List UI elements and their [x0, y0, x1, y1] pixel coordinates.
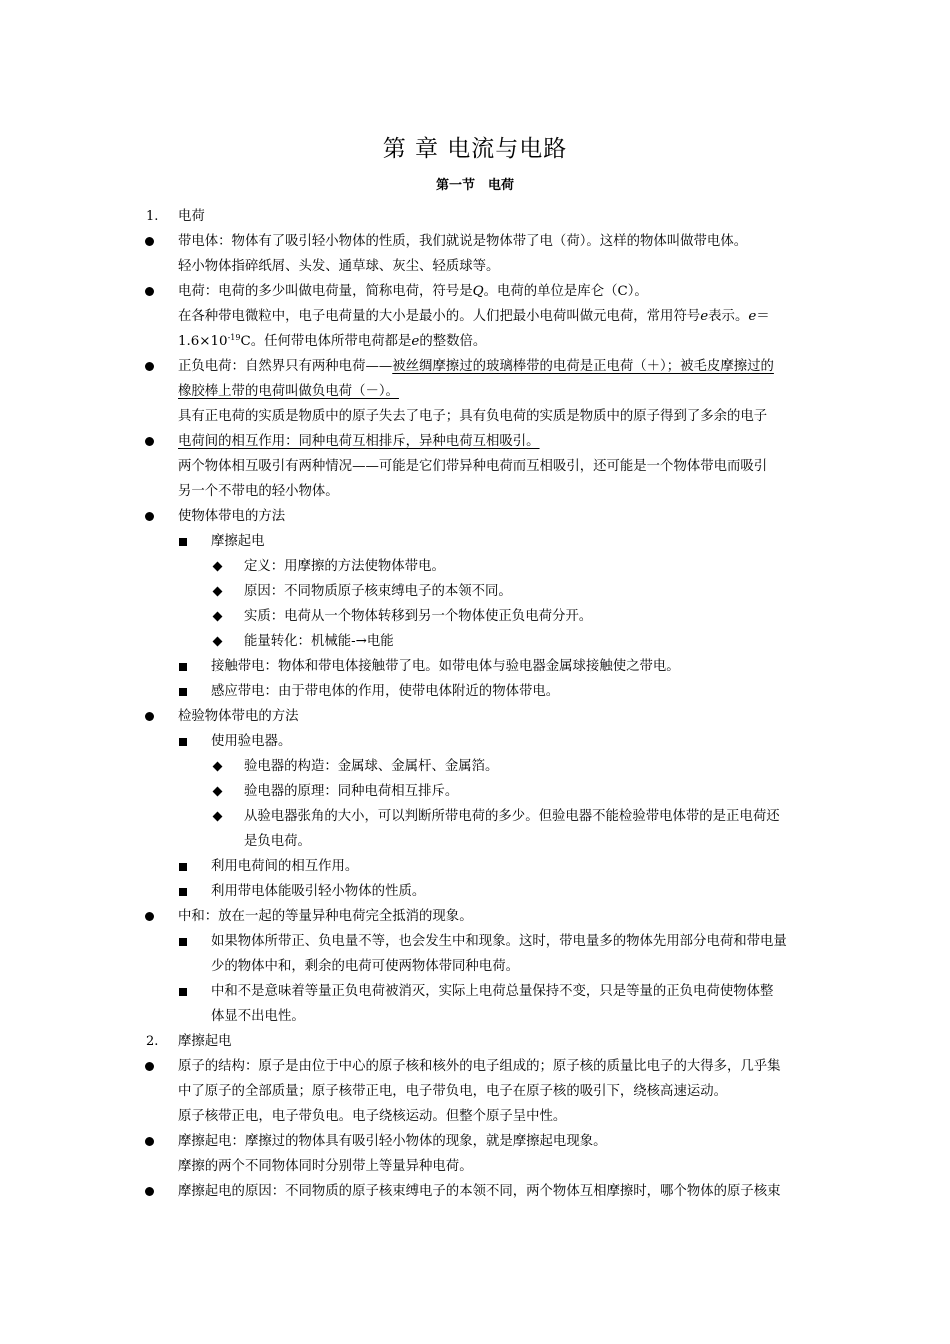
text-line: 中了原子的全部质量；原子核带正电，电子带负电，电子在原子核的吸引下，绕核高速运动。	[178, 1084, 728, 1099]
bullet-diamond-icon	[213, 812, 223, 822]
text-line: 具有正电荷的实质是物质中的原子失去了电子；具有负电荷的实质是物质中的原子得到了多余的电子	[178, 409, 768, 424]
section-title: 第一节 电荷	[435, 178, 514, 193]
text-line: 能量转化：机械能-→电能	[244, 634, 394, 649]
text-line: 体显不出电性。	[211, 1009, 305, 1024]
bullet-dot-icon	[145, 362, 154, 371]
text-line: 是负电荷。	[244, 834, 311, 849]
bullet-diamond-icon	[213, 587, 223, 597]
text-line: 如果物体所带正、负电量不等，也会发生中和现象。这时，带电量多的物体先用部分电荷和带电量	[211, 934, 787, 949]
bullet-square-icon	[179, 663, 187, 671]
text-line: 原因：不同物质原子核束缚电子的本领不同。	[244, 584, 512, 599]
bullet-dot-icon	[145, 1062, 154, 1071]
bullet-diamond-icon	[213, 637, 223, 647]
text-line: 轻小物体指碎纸屑、头发、通草球、灰尘、轻质球等。	[178, 259, 500, 274]
text-line: 接触带电：物体和带电体接触带了电。如带电体与验电器金属球接触使之带电。	[211, 659, 680, 674]
heading-number: 2.	[146, 1034, 159, 1049]
text-line: 正负电荷：自然界只有两种电荷——被丝绸摩擦过的玻璃棒带的电荷是正电荷（＋）；被毛皮摩擦过的	[178, 359, 774, 374]
text-line: 少的物体中和，剩余的电荷可使两物体带同种电荷。	[211, 959, 519, 974]
text-line: 中和：放在一起的等量异种电荷完全抵消的现象。	[178, 909, 473, 924]
text-line: 摩擦起电的原因：不同物质的原子核束缚电子的本领不同，两个物体互相摩擦时，哪个物体的原子核束	[178, 1184, 781, 1199]
bullet-square-icon	[179, 863, 187, 871]
bullet-diamond-icon	[213, 562, 223, 572]
bullet-dot-icon	[145, 512, 154, 521]
text-line: 摩擦起电	[211, 534, 265, 549]
bullet-square-icon	[179, 888, 187, 896]
text-line: 实质：电荷从一个物体转移到另一个物体使正负电荷分开。	[244, 609, 593, 624]
text-line: 原子核带正电，电子带负电。电子绕核运动。但整个原子呈中性。	[178, 1109, 567, 1124]
chapter-title: 第 章 电流与电路	[382, 136, 568, 162]
bullet-diamond-icon	[213, 787, 223, 797]
heading-number: 1.	[146, 209, 159, 224]
bullet-square-icon	[179, 938, 187, 946]
bullet-square-icon	[179, 538, 187, 546]
bullet-diamond-icon	[213, 762, 223, 772]
text-line: 验电器的构造：金属球、金属杆、金属箔。	[244, 759, 499, 774]
text-line: 使物体带电的方法	[178, 509, 286, 524]
underlined-text-line: 橡胶棒上带的电荷叫做负电荷（－）。	[178, 384, 399, 399]
bullet-square-icon	[179, 738, 187, 746]
bullet-diamond-icon	[213, 612, 223, 622]
text-line: 在各种带电微粒中，电子电荷量的大小是最小的。人们把最小电荷叫做元电荷，常用符号e表示。e＝	[178, 309, 770, 324]
heading-text: 摩擦起电	[178, 1034, 232, 1049]
text-line: 摩擦起电：摩擦过的物体具有吸引轻小物体的现象，就是摩擦起电现象。	[178, 1134, 607, 1149]
bullet-dot-icon	[145, 1187, 154, 1196]
text-line: 电荷：电荷的多少叫做电荷量，简称电荷，符号是Q。电荷的单位是库仑（C）。	[178, 284, 648, 299]
text-line: 另一个不带电的轻小物体。	[178, 484, 339, 499]
text-line: 验电器的原理：同种电荷相互排斥。	[244, 784, 459, 799]
bullet-dot-icon	[145, 287, 154, 296]
heading-text: 电荷	[178, 209, 205, 224]
text-line: 使用验电器。	[211, 734, 292, 749]
text-line: 原子的结构：原子是由位于中心的原子核和核外的电子组成的；原子核的质量比电子的大得多，几乎集	[178, 1059, 781, 1074]
bullet-dot-icon	[145, 237, 154, 246]
bullet-square-icon	[179, 688, 187, 696]
text-line: 利用电荷间的相互作用。	[211, 859, 359, 874]
bullet-dot-icon	[145, 712, 154, 721]
text-line: 中和不是意味着等量正负电荷被消灭，实际上电荷总量保持不变，只是等量的正负电荷使物体整	[211, 984, 774, 999]
bullet-dot-icon	[145, 437, 154, 446]
bullet-square-icon	[179, 988, 187, 996]
bullet-dot-icon	[145, 912, 154, 921]
text-line: 带电体：物体有了吸引轻小物体的性质，我们就说是物体带了电（荷）。这样的物体叫做带电体。	[178, 234, 748, 249]
text-line: 从验电器张角的大小，可以判断所带电荷的多少。但验电器不能检验带电体带的是正电荷还	[244, 809, 780, 824]
bullet-dot-icon	[145, 1137, 154, 1146]
text-line: 感应带电：由于带电体的作用，使带电体附近的物体带电。	[211, 684, 560, 699]
text-line: 利用带电体能吸引轻小物体的性质。	[211, 884, 426, 899]
text-line: $1.6\times 10^{-19}C$。任何带电体所带电荷都是e的整数倍。	[178, 333, 487, 349]
text-line: 检验物体带电的方法	[178, 709, 299, 724]
text-line: 两个物体相互吸引有两种情况——可能是它们带异种电荷而互相吸引，还可能是一个物体带电而吸引	[178, 459, 768, 474]
text-line: 定义：用摩擦的方法使物体带电。	[244, 559, 445, 574]
text-line: 摩擦的两个不同物体同时分别带上等量异种电荷。	[178, 1159, 473, 1174]
underlined-text-line: 电荷间的相互作用：同种电荷互相排斥，异种电荷互相吸引。	[178, 434, 540, 449]
